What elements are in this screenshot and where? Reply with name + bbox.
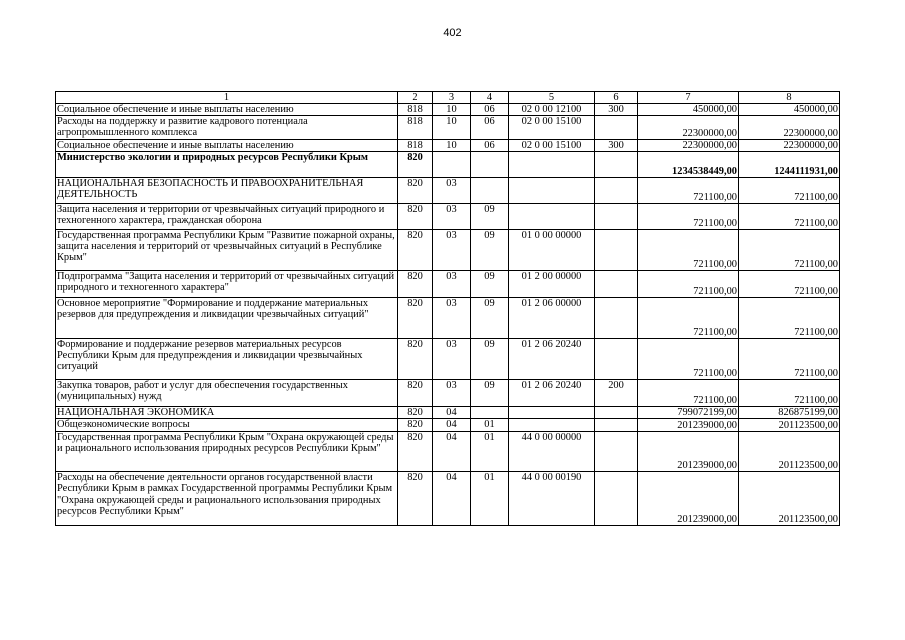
ministry-code: 818 [398,140,433,152]
target-article-code: 01 2 06 00000 [509,298,595,339]
subsection-code: 09 [471,298,509,339]
amount-year-2: 201123500,00 [739,432,840,472]
section-code: 10 [433,116,471,140]
column-number: 5 [509,92,595,104]
row-name: НАЦИОНАЛЬНАЯ ЭКОНОМИКА [56,407,398,419]
target-article-code: 02 0 00 15100 [509,116,595,140]
expense-type-code [595,339,638,380]
page-number: 402 [443,27,462,39]
table-row [56,140,840,152]
row-name: Государственная программа Республики Крым "Развитие пожарной охраны, защита населения и территорий от чрезвычайных ситуаций в Республике Крым" [56,230,398,271]
amount-year-2: 721100,00 [739,178,840,204]
target-article-code [509,204,595,230]
row-name: Подпрограмма "Защита населения и территорий от чрезвычайных ситуаций природного и техногенного характера" [56,271,398,298]
section-code: 03 [433,298,471,339]
ministry-code: 820 [398,152,433,178]
subsection-code [471,407,509,419]
amount-year-1: 721100,00 [638,298,739,339]
ministry-code: 818 [398,116,433,140]
amount-year-1: 201239000,00 [638,472,739,526]
ministry-code: 820 [398,178,433,204]
ministry-code: 818 [398,104,433,116]
table-row [56,271,840,298]
amount-year-1: 1234538449,00 [638,152,739,178]
target-article-code: 01 2 06 20240 [509,380,595,407]
amount-year-2: 1244111931,00 [739,152,840,178]
amount-year-1: 721100,00 [638,178,739,204]
target-article-code [509,152,595,178]
section-code: 04 [433,419,471,432]
expense-type-code: 300 [595,140,638,152]
expense-type-code: 300 [595,104,638,116]
ministry-code: 820 [398,339,433,380]
table-row [56,152,840,178]
amount-year-1: 22300000,00 [638,140,739,152]
column-number: 1 [56,92,398,104]
table-row [56,339,840,380]
amount-year-1: 201239000,00 [638,419,739,432]
table-row [56,116,840,140]
subsection-code: 09 [471,380,509,407]
row-name: Закупка товаров, работ и услуг для обеспечения государственных (муниципальных) нужд [56,380,398,407]
ministry-code: 820 [398,419,433,432]
expense-type-code [595,419,638,432]
table-row [56,178,840,204]
row-name: Защита населения и территории от чрезвычайных ситуаций природного и техногенного характера, гражданская оборона [56,204,398,230]
column-number: 6 [595,92,638,104]
column-number: 2 [398,92,433,104]
table-row [56,407,840,419]
expense-type-code [595,298,638,339]
table-row [56,419,840,432]
section-code: 03 [433,380,471,407]
subsection-code [471,152,509,178]
table-row [56,104,840,116]
subsection-code: 09 [471,204,509,230]
section-code: 03 [433,204,471,230]
target-article-code: 02 0 00 12100 [509,104,595,116]
section-code: 04 [433,472,471,526]
column-number: 7 [638,92,739,104]
amount-year-2: 22300000,00 [739,140,840,152]
target-article-code: 01 2 06 20240 [509,339,595,380]
subsection-code: 09 [471,230,509,271]
ministry-code: 820 [398,204,433,230]
amount-year-2: 721100,00 [739,271,840,298]
expense-type-code [595,432,638,472]
section-code: 10 [433,104,471,116]
amount-year-1: 721100,00 [638,339,739,380]
amount-year-1: 450000,00 [638,104,739,116]
amount-year-2: 721100,00 [739,339,840,380]
expense-type-code [595,472,638,526]
column-number: 3 [433,92,471,104]
amount-year-2: 450000,00 [739,104,840,116]
expense-type-code [595,407,638,419]
amount-year-1: 721100,00 [638,204,739,230]
section-code: 03 [433,339,471,380]
section-code: 10 [433,140,471,152]
section-code: 03 [433,178,471,204]
row-name: Министерство экологии и природных ресурсов Республики Крым [56,152,398,178]
subsection-code: 06 [471,140,509,152]
section-code [433,152,471,178]
table-row [56,230,840,271]
section-code: 04 [433,407,471,419]
amount-year-2: 721100,00 [739,230,840,271]
subsection-code [471,178,509,204]
amount-year-1: 721100,00 [638,230,739,271]
column-number: 8 [739,92,840,104]
section-code: 03 [433,271,471,298]
ministry-code: 820 [398,432,433,472]
row-name: Расходы на поддержку и развитие кадрового потенциала агропромышленного комплекса [56,116,398,140]
expense-type-code [595,116,638,140]
amount-year-2: 22300000,00 [739,116,840,140]
row-name: Социальное обеспечение и иные выплаты населению [56,140,398,152]
row-name: Общеэкономические вопросы [56,419,398,432]
target-article-code [509,178,595,204]
amount-year-2: 201123500,00 [739,419,840,432]
amount-year-2: 721100,00 [739,380,840,407]
row-name: Социальное обеспечение и иные выплаты населению [56,104,398,116]
amount-year-1: 22300000,00 [638,116,739,140]
budget-table [55,91,840,526]
target-article-code: 44 0 00 00190 [509,472,595,526]
amount-year-2: 721100,00 [739,298,840,339]
table-row [56,472,840,526]
row-name: Государственная программа Республики Крым "Охрана окружающей среды и рационального использования природных ресурсов Республики Крым" [56,432,398,472]
section-code: 03 [433,230,471,271]
expense-type-code [595,178,638,204]
ministry-code: 820 [398,407,433,419]
subsection-code: 09 [471,339,509,380]
column-number-header-row [56,92,840,104]
table-row [56,432,840,472]
subsection-code: 09 [471,271,509,298]
expense-type-code [595,204,638,230]
ministry-code: 820 [398,472,433,526]
target-article-code [509,407,595,419]
row-name: Формирование и поддержание резервов материальных ресурсов Республики Крым для предупреждения и ликвидации чрезвычайных ситуаций [56,339,398,380]
expense-type-code [595,271,638,298]
table-row [56,204,840,230]
amount-year-1: 201239000,00 [638,432,739,472]
subsection-code: 01 [471,419,509,432]
table-row [56,298,840,339]
ministry-code: 820 [398,298,433,339]
subsection-code: 06 [471,116,509,140]
column-number: 4 [471,92,509,104]
row-name: Основное мероприятие "Формирование и поддержание материальных резервов для предупреждения и ликвидации чрезвычайных ситуаций" [56,298,398,339]
target-article-code: 01 2 00 00000 [509,271,595,298]
target-article-code [509,419,595,432]
section-code: 04 [433,432,471,472]
row-name: НАЦИОНАЛЬНАЯ БЕЗОПАСНОСТЬ И ПРАВООХРАНИТЕЛЬНАЯ ДЕЯТЕЛЬНОСТЬ [56,178,398,204]
amount-year-2: 201123500,00 [739,472,840,526]
amount-year-1: 799072199,00 [638,407,739,419]
amount-year-1: 721100,00 [638,380,739,407]
expense-type-code [595,152,638,178]
target-article-code: 01 0 00 00000 [509,230,595,271]
expense-type-code: 200 [595,380,638,407]
target-article-code: 02 0 00 15100 [509,140,595,152]
ministry-code: 820 [398,380,433,407]
expense-type-code [595,230,638,271]
ministry-code: 820 [398,230,433,271]
table-row [56,380,840,407]
ministry-code: 820 [398,271,433,298]
subsection-code: 06 [471,104,509,116]
subsection-code: 01 [471,432,509,472]
amount-year-2: 826875199,00 [739,407,840,419]
subsection-code: 01 [471,472,509,526]
amount-year-1: 721100,00 [638,271,739,298]
target-article-code: 44 0 00 00000 [509,432,595,472]
amount-year-2: 721100,00 [739,204,840,230]
row-name: Расходы на обеспечение деятельности органов государственной власти Республики Крым в рамках Государственной программы Республики Крым "Охрана окружающей среды и рационального использования природных ресурсов Республики Крым" [56,472,398,526]
